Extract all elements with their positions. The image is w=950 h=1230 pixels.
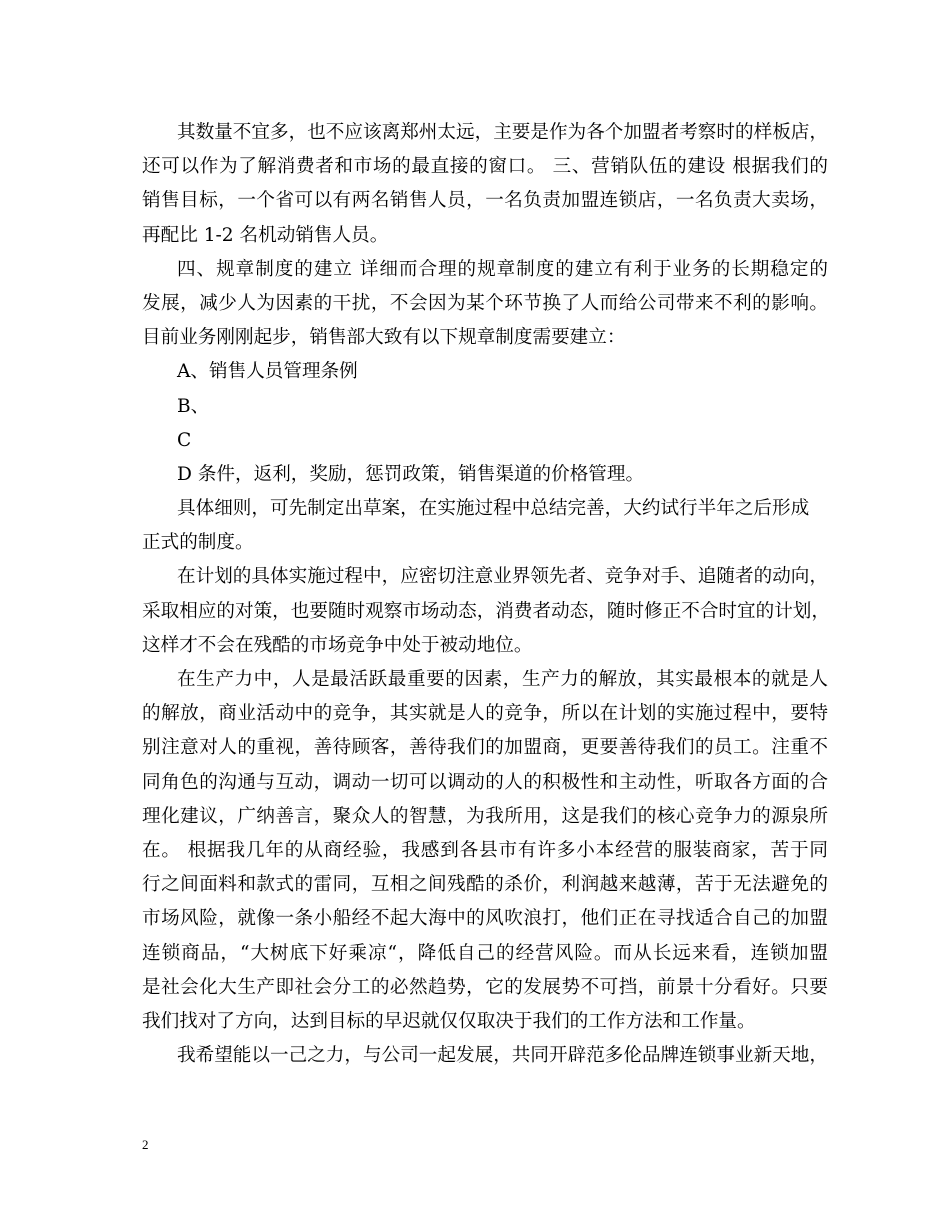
text-line: 目前业务刚刚起步，销售部大致有以下规章制度需要建立： — [142, 327, 626, 349]
text-line: 行之间面料和款式的雷同，互相之间残酷的杀价，利润越来越薄，苦于无法避免的 — [142, 874, 828, 896]
text-line: 还可以作为了解消费者和市场的最直接的窗口。 三、营销队伍的建设 根据我们的 — [142, 156, 828, 178]
text-line: 正式的制度。 — [142, 532, 254, 554]
text-line: B、 — [177, 395, 210, 417]
text-line: 市场风险，就像一条小船经不起大海中的风吹浪打，他们正在寻找适合自己的加盟 — [142, 908, 828, 930]
text-line: 其数量不宜多，也不应该离郑州太远，主要是作为各个加盟者考察时的样板店， — [177, 122, 828, 143]
text-line: 销售目标，一个省可以有两名销售人员，一名负责加盟连锁店，一名负责大卖场， — [142, 190, 828, 212]
text-line: 具体细则，可先制定出草案，在实施过程中总结完善，大约试行半年之后形成 — [177, 498, 810, 520]
text-line: 在计划的具体实施过程中，应密切注意业界领先者、竞争对手、追随者的动向， — [177, 566, 828, 588]
text-line: 的解放，商业活动中的竞争，其实就是人的竞争，所以在计划的实施过程中，要特 — [142, 703, 828, 725]
text-line: A、销售人员管理条例 — [177, 361, 358, 383]
text-line: 别注意对人的重视，善待顾客，善待我们的加盟商，更要善待我们的员工。注重不 — [142, 737, 828, 759]
text-line: 连锁商品，“大树底下好乘凉“，降低自己的经营风险。而从长远来看，连锁加盟 — [142, 942, 828, 964]
text-line: 这样才不会在残酷的市场竞争中处于被动地位。 — [142, 634, 533, 656]
text-line: 是社会化大生产即社会分工的必然趋势，它的发展势不可挡，前景十分看好。只要 — [142, 976, 828, 998]
text-line: 我们找对了方向，达到目标的早迟就仅仅取决于我们的工作方法和工作量。 — [142, 1010, 756, 1032]
page-number: 2 — [142, 1137, 149, 1152]
text-line: D 条件，返利，奖励，惩罚政策，销售渠道的价格管理。 — [177, 463, 645, 485]
text-line: 在。 根据我几年的从商经验，我感到各县市有许多小本经营的服装商家，苦于同 — [142, 839, 828, 861]
text-line: 再配比 1-2 名机动销售人员。 — [142, 224, 389, 246]
text-line: 四、规章制度的建立 详细而合理的规章制度的建立有利于业务的长期稳定的 — [177, 258, 828, 280]
text-line: 理化建议，广纳善言，聚众人的智慧，为我所用，这是我们的核心竞争力的源泉所 — [142, 805, 828, 827]
text-line: 采取相应的对策，也要随时观察市场动态，消费者动态，随时修正不合时宜的计划， — [142, 600, 830, 622]
body-text — [142, 116, 828, 1073]
text-line: 在生产力中，人是最活跃最重要的因素，生产力的解放，其实最根本的就是人 — [177, 669, 828, 690]
text-line: C — [177, 429, 192, 451]
text-line: 我希望能以一己之力，与公司一起发展，共同开辟范多伦品牌连锁事业新天地， — [177, 1045, 828, 1067]
text-line: 同角色的沟通与互动，调动一切可以调动的人的积极性和主动性，听取各方面的合 — [142, 771, 828, 793]
text-line: 发展，减少人为因素的干扰，不会因为某个环节换了人而给公司带来不利的影响。 — [142, 292, 828, 314]
